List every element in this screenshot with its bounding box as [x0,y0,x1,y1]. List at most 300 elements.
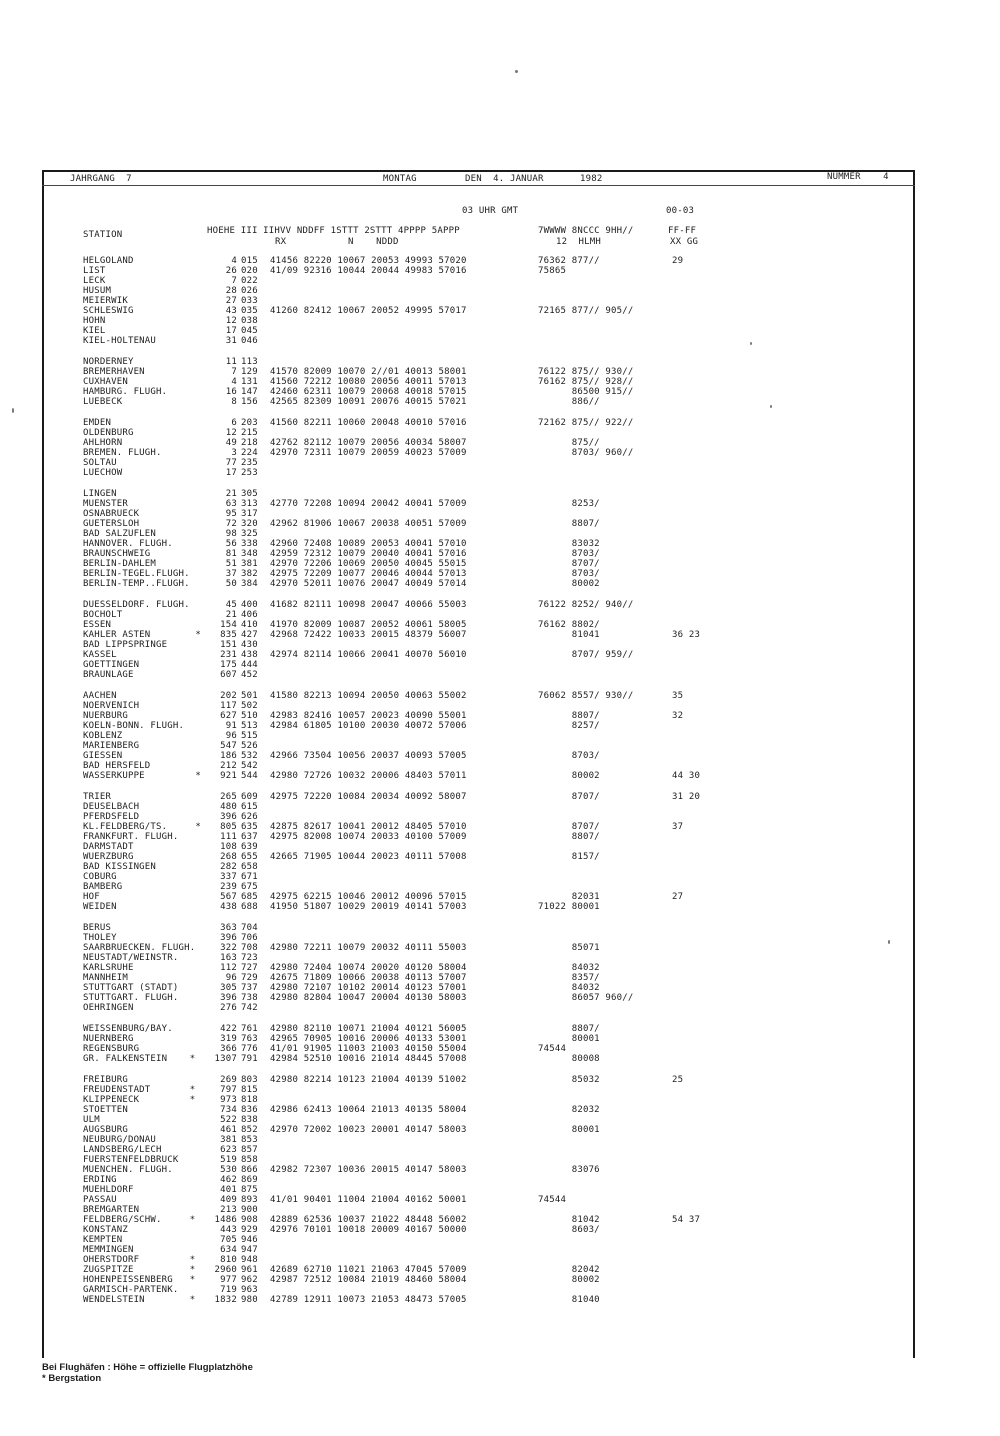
row-station: HOF [83,892,100,902]
row-hoehe: 117 [220,701,237,711]
row-iii: 544 [241,771,258,781]
row-main: 42959 72312 10079 20040 40041 57016 [270,549,467,559]
row-main: 42689 62710 11021 21063 47045 57009 [270,1265,467,1275]
row-station: LANDSBERG/LECH [83,1145,162,1155]
row-station: MEMMINGEN [83,1245,134,1255]
row-iii: 325 [241,529,258,539]
row-station: KAHLER ASTEN * [83,630,201,640]
row-seven: 83032 [538,539,600,549]
row-hoehe: 72 [225,519,237,529]
row-iii: 382 [241,569,258,579]
row-hoehe: 276 [220,1003,237,1013]
row-station: THOLEY [83,933,117,943]
row-iii: 305 [241,489,258,499]
row-iii: 313 [241,499,258,509]
row-iii: 727 [241,963,258,973]
row-seven: 81040 [538,1295,600,1305]
row-station: STUTTGART (STADT) [83,983,179,993]
row-station: HANNOVER. FLUGH. [83,539,173,549]
row-main: 42976 70101 10018 20009 40167 50000 [270,1225,467,1235]
row-seven: 8257/ [538,721,600,731]
row-hoehe: 797 [220,1085,237,1095]
row-iii: 501 [241,691,258,701]
row-hoehe: 319 [220,1034,237,1044]
row-seven: 8807/ [538,711,600,721]
row-hoehe: 623 [220,1145,237,1155]
row-main: 42762 82112 10079 20056 40034 58007 [270,438,467,448]
row-iii: 427 [241,630,258,640]
row-hoehe: 213 [220,1205,237,1215]
row-main: 42975 72220 10084 20034 40092 58007 [270,792,467,802]
row-main: 42970 72002 10023 20001 40147 58003 [270,1125,467,1135]
row-extra: 54 37 [672,1215,701,1225]
row-station: FUERSTENFELDBRUCK [83,1155,179,1165]
row-station: BREMEN. FLUGH. [83,448,162,458]
row-hoehe: 705 [220,1235,237,1245]
row-main: 42974 82114 10066 20041 40070 56010 [270,650,467,660]
row-station: ULM [83,1115,100,1125]
year-label: 1982 [580,174,603,184]
row-main: 41580 82213 10094 20050 40063 55002 [270,691,467,701]
row-iii: 980 [241,1295,258,1305]
row-main: 42980 72726 10032 20006 48403 57011 [270,771,467,781]
row-station: NOERVENICH [83,701,140,711]
row-hoehe: 17 [225,468,237,478]
row-seven: 80008 [538,1054,600,1064]
row-hoehe: 49 [225,438,237,448]
column-header-wind-sub: XX GG [670,237,699,247]
row-main: 42984 52510 10016 21014 48445 57008 [270,1054,467,1064]
row-main: 42975 82008 10074 20033 40100 57009 [270,832,467,842]
row-main: 41570 82009 10070 2//01 40013 58001 [270,367,467,377]
row-extra: 37 [672,822,684,832]
row-hoehe: 461 [220,1125,237,1135]
row-iii: 961 [241,1265,258,1275]
row-station: WASSERKUPPE * [83,771,201,781]
row-seven: 85071 [538,943,600,953]
row-station: ZUGSPITZE * [83,1265,196,1275]
row-main: 41/09 92316 10044 20044 49983 57016 [270,266,467,276]
row-hoehe: 1832 [214,1295,237,1305]
row-iii: 215 [241,428,258,438]
row-iii: 761 [241,1024,258,1034]
row-station: KARLSRUHE [83,963,134,973]
row-seven: 76062 8557/ 930// [538,691,634,701]
row-station: PASSAU [83,1195,117,1205]
row-station: DUESSELDORF. FLUGH. [83,600,190,610]
row-iii: 430 [241,640,258,650]
row-iii: 253 [241,468,258,478]
row-main: 42980 72211 10079 20032 40111 55003 [270,943,467,953]
row-station: KONSTANZ [83,1225,128,1235]
row-iii: 776 [241,1044,258,1054]
row-hoehe: 396 [220,993,237,1003]
row-station: FREUDENSTADT * [83,1085,196,1095]
row-seven: 8807/ [538,519,600,529]
row-station: PFERDSFELD [83,812,140,822]
row-extra: 32 [672,711,684,721]
row-station: OLDENBURG [83,428,134,438]
row-seven: 76122 875// 930// [538,367,634,377]
row-hoehe: 269 [220,1075,237,1085]
row-hoehe: 396 [220,933,237,943]
row-iii: 438 [241,650,258,660]
volume-label: JAHRGANG 7 [70,174,132,184]
row-hoehe: 16 [225,387,237,397]
row-station: BAMBERG [83,882,123,892]
row-main: 42980 72404 10074 20020 40120 58004 [270,963,467,973]
row-station: KEMPTEN [83,1235,123,1245]
row-iii: 022 [241,276,258,286]
row-iii: 410 [241,620,258,630]
row-station: FRANKFURT. FLUGH. [83,832,179,842]
row-seven: 74544 [538,1195,567,1205]
row-extra: 36 23 [672,630,701,640]
row-station: BAD LIPPSPRINGE [83,640,168,650]
row-iii: 320 [241,519,258,529]
row-iii: 635 [241,822,258,832]
row-hoehe: 45 [225,600,237,610]
row-iii: 675 [241,882,258,892]
row-seven: 8707/ [538,792,600,802]
row-iii: 852 [241,1125,258,1135]
date-label: DEN 4. JANUAR [465,174,544,184]
row-iii: 317 [241,509,258,519]
row-hoehe: 805 [220,822,237,832]
row-station: BREMGARTEN [83,1205,140,1215]
row-station: GARMISCH-PARTENK. [83,1285,179,1295]
row-iii: 729 [241,973,258,983]
row-hoehe: 363 [220,923,237,933]
row-main: 41456 82220 10067 20053 49993 57020 [270,256,467,266]
row-iii: 532 [241,751,258,761]
row-hoehe: 627 [220,711,237,721]
row-hoehe: 202 [220,691,237,701]
row-iii: 026 [241,286,258,296]
row-station: BREMERHAVEN [83,367,145,377]
row-iii: 737 [241,983,258,993]
row-iii: 688 [241,902,258,912]
row-iii: 908 [241,1215,258,1225]
row-hoehe: 43 [225,306,237,316]
row-iii: 900 [241,1205,258,1215]
row-main: 41/01 91905 11003 21003 40150 55004 [270,1044,467,1054]
row-iii: 381 [241,559,258,569]
row-station: OHERSTDORF * [83,1255,196,1265]
row-iii: 406 [241,610,258,620]
row-iii: 815 [241,1085,258,1095]
row-hoehe: 547 [220,741,237,751]
row-iii: 742 [241,1003,258,1013]
row-hoehe: 21 [225,489,237,499]
row-seven: 886// [538,397,600,407]
row-station: AACHEN [83,691,117,701]
row-main: 42875 82617 10041 20012 48405 57010 [270,822,467,832]
scan-speck [750,342,752,345]
row-iii: 866 [241,1165,258,1175]
row-iii: 818 [241,1095,258,1105]
row-iii: 838 [241,1115,258,1125]
column-header-codes: HOEHE III IIHVV NDDFF 1STTT 2STTT 4PPPP 5APPP [207,226,460,236]
row-station: LIST [83,266,106,276]
row-hoehe: 21 [225,610,237,620]
row-station: HOHENPEISSENBERG * [83,1275,196,1285]
row-main: 42983 82416 10057 20023 40090 55001 [270,711,467,721]
row-main: 42980 82110 10071 21004 40121 56005 [270,1024,467,1034]
row-station: OSNABRUECK [83,509,140,519]
row-iii: 875 [241,1185,258,1195]
row-hoehe: 480 [220,802,237,812]
row-hoehe: 396 [220,812,237,822]
row-main: 42460 62311 10079 20068 40018 57015 [270,387,467,397]
row-iii: 502 [241,701,258,711]
row-seven: 8703/ [538,549,600,559]
row-hoehe: 12 [225,316,237,326]
row-hoehe: 305 [220,983,237,993]
row-station: DARMSTADT [83,842,134,852]
row-iii: 035 [241,306,258,316]
row-hoehe: 1307 [214,1054,237,1064]
row-station: WUERZBURG [83,852,134,862]
row-iii: 671 [241,872,258,882]
row-station: SOLTAU [83,458,117,468]
row-main: 42982 72307 10036 20015 40147 58003 [270,1165,467,1175]
row-station: BAD HERSFELD [83,761,151,771]
row-station: KOELN-BONN. FLUGH. [83,721,185,731]
row-station: GUETERSLOH [83,519,140,529]
row-iii: 655 [241,852,258,862]
row-station: FREIBURG [83,1075,128,1085]
row-hoehe: 462 [220,1175,237,1185]
row-main: 42889 62536 10037 21022 48448 56002 [270,1215,467,1225]
row-iii: 685 [241,892,258,902]
row-hoehe: 409 [220,1195,237,1205]
row-seven: 80002 [538,1275,600,1285]
row-seven: 8357/ [538,973,600,983]
row-hoehe: 366 [220,1044,237,1054]
row-station: SCHLESWIG [83,306,134,316]
footnote-mountain-station: * Bergstation [42,1373,102,1384]
row-hoehe: 98 [225,529,237,539]
row-main: 42966 73504 10056 20037 40093 57005 [270,751,467,761]
row-hoehe: 607 [220,670,237,680]
row-station: BERLIN-TEGEL.FLUGH. [83,569,190,579]
row-seven: 76122 8252/ 940// [538,600,634,610]
row-station: MUEHLDORF [83,1185,134,1195]
row-iii: 704 [241,923,258,933]
row-iii: 948 [241,1255,258,1265]
row-iii: 045 [241,326,258,336]
row-iii: 400 [241,600,258,610]
row-extra: 35 [672,691,684,701]
row-extra: 25 [672,1075,684,1085]
row-iii: 203 [241,418,258,428]
row-station: STUTTGART. FLUGH. [83,993,179,1003]
row-hoehe: 27 [225,296,237,306]
scan-speck [515,70,518,73]
row-seven: 81042 [538,1215,600,1225]
row-iii: 637 [241,832,258,842]
row-hoehe: 239 [220,882,237,892]
row-iii: 626 [241,812,258,822]
row-hoehe: 2960 [214,1265,237,1275]
row-iii: 452 [241,670,258,680]
row-iii: 763 [241,1034,258,1044]
row-main: 42980 72107 10102 20014 40123 57001 [270,983,467,993]
column-header-group7-sub: 12 HLMH [556,237,601,247]
weekday-label: MONTAG [383,174,417,184]
scan-speck [12,408,14,413]
row-iii: 526 [241,741,258,751]
row-station: BRAUNSCHWEIG [83,549,151,559]
row-hoehe: 31 [225,336,237,346]
row-hoehe: 719 [220,1285,237,1295]
column-header-group7: 7WWWW 8NCCC 9HH// [538,226,634,236]
row-seven: 86500 915// [538,387,634,397]
row-hoehe: 95 [225,509,237,519]
row-hoehe: 810 [220,1255,237,1265]
row-main: 42984 61805 10100 20030 40072 57006 [270,721,467,731]
row-station: BAD SALZUFLEN [83,529,157,539]
row-hoehe: 7 [231,367,237,377]
row-iii: 218 [241,438,258,448]
row-hoehe: 8 [231,397,237,407]
row-iii: 738 [241,993,258,1003]
row-iii: 113 [241,357,258,367]
row-station: LUEBECK [83,397,123,407]
row-station: NEUSTADT/WEINSTR. [83,953,179,963]
row-station: OEHRINGEN [83,1003,134,1013]
row-hoehe: 77 [225,458,237,468]
row-station: BOCHOLT [83,610,123,620]
row-hoehe: 337 [220,872,237,882]
row-seven: 76162 875// 928// [538,377,634,387]
row-iii: 033 [241,296,258,306]
row-iii: 639 [241,842,258,852]
row-iii: 542 [241,761,258,771]
row-station: COBURG [83,872,117,882]
row-station: NORDERNEY [83,357,134,367]
row-station: GOETTINGEN [83,660,140,670]
row-station: KASSEL [83,650,117,660]
row-station: MEIERWIK [83,296,128,306]
row-hoehe: 1486 [214,1215,237,1225]
row-seven: 81041 [538,630,600,640]
row-main: 41682 82111 10098 20047 40066 55003 [270,600,467,610]
row-hoehe: 438 [220,902,237,912]
row-seven: 82031 [538,892,600,902]
row-seven: 8807/ [538,832,600,842]
row-seven: 83076 [538,1165,600,1175]
row-seven: 72162 875// 922// [538,418,634,428]
row-station: AUGSBURG [83,1125,128,1135]
row-seven: 875// [538,438,600,448]
row-iii: 147 [241,387,258,397]
row-iii: 131 [241,377,258,387]
row-hoehe: 154 [220,620,237,630]
row-hoehe: 443 [220,1225,237,1235]
row-seven: 80002 [538,579,600,589]
row-iii: 129 [241,367,258,377]
row-seven: 8707/ 959// [538,650,634,660]
row-iii: 015 [241,256,258,266]
row-seven: 84032 [538,983,600,993]
row-iii: 853 [241,1135,258,1145]
row-station: MUENCHEN. FLUGH. [83,1165,173,1175]
row-iii: 857 [241,1145,258,1155]
row-iii: 946 [241,1235,258,1245]
header-separator [42,185,915,186]
issue-number: NUMMER 4 [827,172,889,182]
row-station: REGENSBURG [83,1044,140,1054]
row-main: 41560 72212 10080 20056 40011 57013 [270,377,467,387]
row-hoehe: 11 [225,357,237,367]
row-hoehe: 175 [220,660,237,670]
row-main: 42665 71905 10044 20023 40111 57008 [270,852,467,862]
row-iii: 609 [241,792,258,802]
row-iii: 444 [241,660,258,670]
row-seven: 74544 [538,1044,567,1054]
row-main: 42675 71809 10066 20038 40113 57007 [270,973,467,983]
row-hoehe: 231 [220,650,237,660]
row-hoehe: 634 [220,1245,237,1255]
scan-speck [888,940,890,944]
row-iii: 791 [241,1054,258,1064]
row-seven: 80002 [538,771,600,781]
row-iii: 156 [241,397,258,407]
row-iii: 338 [241,539,258,549]
observation-time: 03 UHR GMT [462,206,519,216]
row-main: 42986 62413 10064 21013 40135 58004 [270,1105,467,1115]
row-iii: 235 [241,458,258,468]
row-iii: 038 [241,316,258,326]
row-main: 42965 70905 10016 20006 40133 53001 [270,1034,467,1044]
row-station: EMDEN [83,418,112,428]
row-seven: 76162 8802/ [538,620,600,630]
row-seven: 82032 [538,1105,600,1115]
row-station: MUENSTER [83,499,128,509]
row-hoehe: 151 [220,640,237,650]
row-hoehe: 186 [220,751,237,761]
row-seven: 82042 [538,1265,600,1275]
row-hoehe: 835 [220,630,237,640]
row-hoehe: 921 [220,771,237,781]
row-seven: 85032 [538,1075,600,1085]
row-station: HOHN [83,316,106,326]
row-iii: 869 [241,1175,258,1185]
row-seven: 8707/ [538,822,600,832]
row-station: ERDING [83,1175,117,1185]
row-main: 42975 72209 10077 20046 40044 57013 [270,569,467,579]
row-station: MARIENBERG [83,741,140,751]
row-main: 42975 62215 10046 20012 40096 57015 [270,892,467,902]
row-main: 42960 72408 10089 20053 40041 57010 [270,539,467,549]
row-hoehe: 4 [231,377,237,387]
row-seven: 8157/ [538,852,600,862]
row-seven: 75865 [538,266,567,276]
row-station: TRIER [83,792,112,802]
row-station: LUECHOW [83,468,123,478]
row-station: NUERNBERG [83,1034,134,1044]
row-station: WEISSENBURG/BAY. [83,1024,173,1034]
row-station: BAD KISSINGEN [83,862,157,872]
row-station: KOBLENZ [83,731,123,741]
column-header-station: STATION [83,230,123,240]
row-hoehe: 522 [220,1115,237,1125]
row-hoehe: 7 [231,276,237,286]
row-seven: 8253/ [538,499,600,509]
row-iii: 513 [241,721,258,731]
